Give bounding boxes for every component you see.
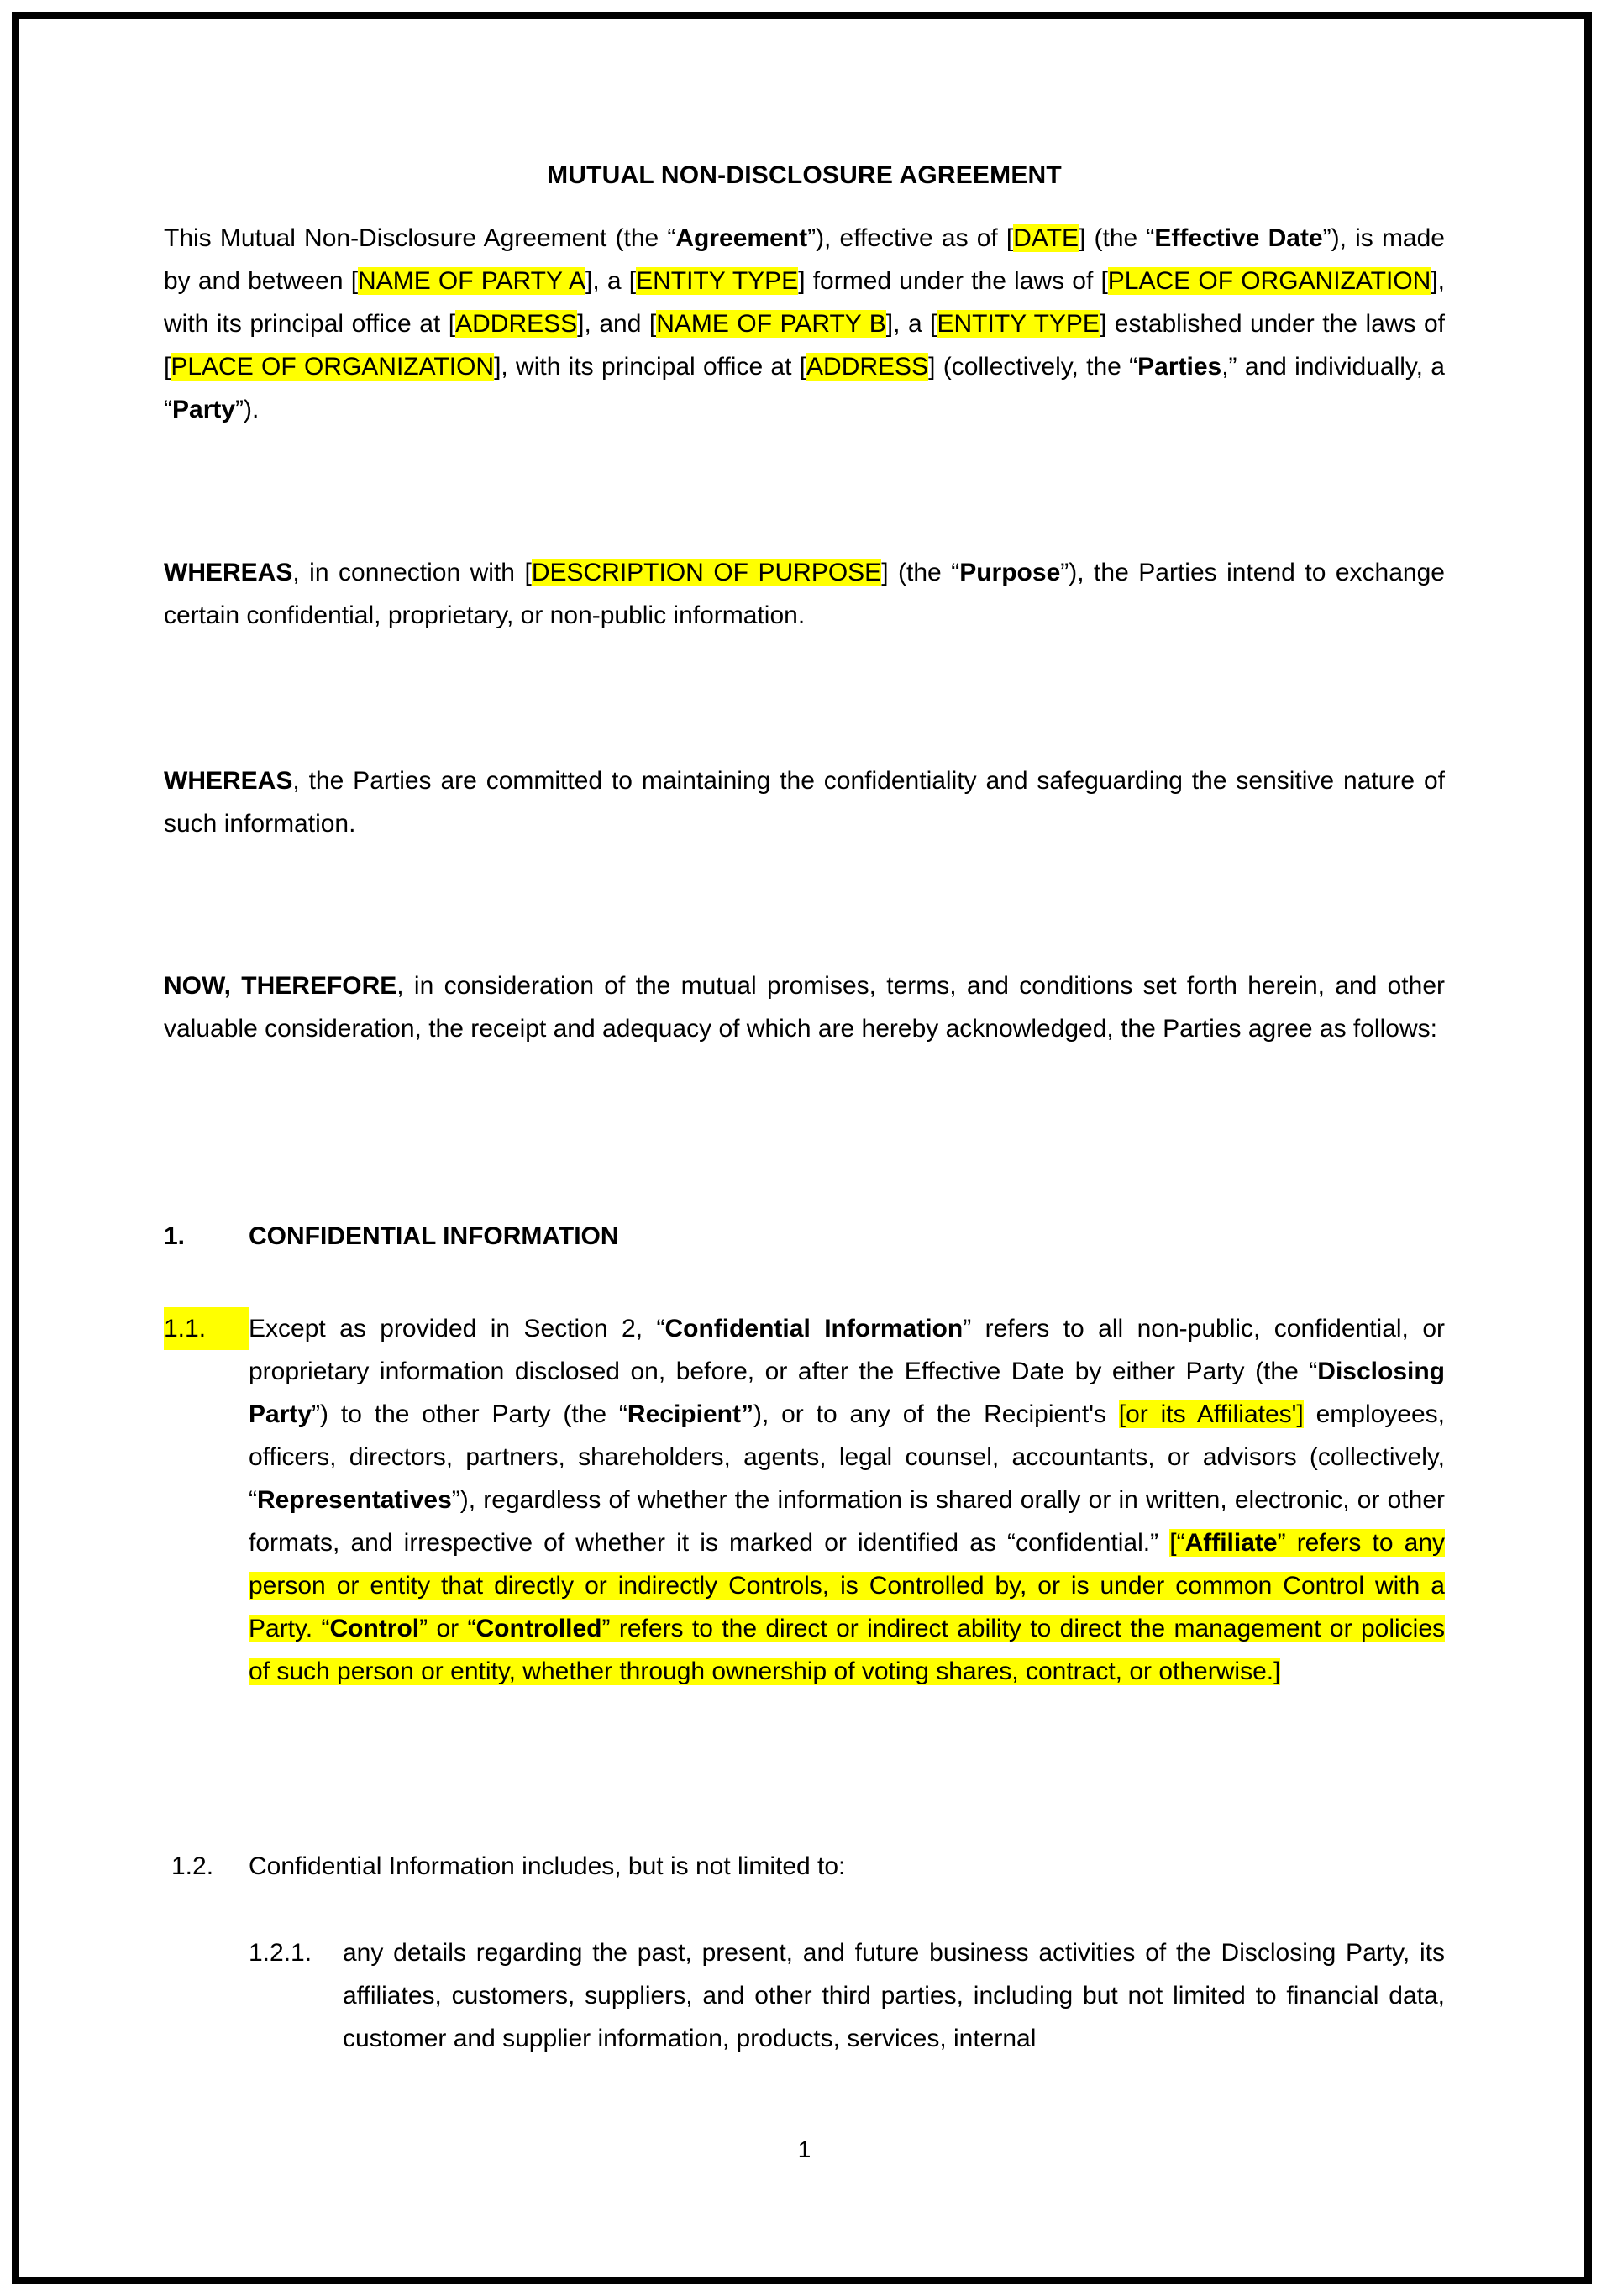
clause-1-1-t6: ”), regardless of whether the information is shared orally or in written, electronic, or other formats, and irrespective of whether it is marked or identified as “confidential.” (249, 1486, 1445, 1557)
clause-1-1-t9: ” refers to the direct or indirect ability to direct the management or policies of such person or entity, whether through ownership of voting shares, contract, or otherwise.] (249, 1615, 1446, 1685)
clause-1-1-t2: ” refers to all non-public, confidential, or proprietary information disclosed on, before, or after the Effective Date by either Party (the “ (249, 1315, 1445, 1385)
preamble-text-9: ], a [ (885, 310, 937, 338)
clause-1-2 (171, 1845, 1445, 1888)
affiliate-defined-term: Affiliate (1184, 1529, 1278, 1557)
preamble-text-5: ], a [ (585, 267, 637, 295)
clause-1-2-number: 1.2. (171, 1852, 214, 1880)
preamble-text-2: ”), effective as of [ (807, 224, 1014, 252)
control-defined-term: Control (329, 1615, 420, 1642)
preamble-text-12: ] (collectively, the “ (928, 353, 1138, 381)
now-therefore-text-1: , in consideration of the mutual promises, terms, and conditions set forth herein, and other valuable consideration, the receipt and adequacy of which are hereby acknowledged, the Parties agree as follows: (164, 972, 1445, 1043)
preamble-text-3: ] (the “ (1079, 224, 1155, 252)
recital-whereas-purpose (164, 551, 1445, 637)
disclosing-party-defined-term: Disclosing Party (249, 1358, 1445, 1428)
recital-2-text-1: , the Parties are committed to maintaining the confidentiality and safeguarding the sensitive nature of such information. (164, 767, 1445, 838)
party-a-place-of-organization-placeholder: PLACE OF ORGANIZATION (1107, 267, 1431, 295)
clause-1-1-t5: employees, officers, directors, partners, shareholders, agents, legal counsel, accountants, or advisors (collectively, “ (249, 1400, 1445, 1514)
recital-1-text-1: , in connection with [ (292, 559, 532, 586)
recital-1-text-3: ”), the Parties intend to exchange certain confidential, proprietary, or non-public information. (164, 559, 1445, 629)
parties-defined-term: Parties (1137, 353, 1222, 381)
affiliate-definition-bracket-open: [“ (1169, 1529, 1185, 1557)
clause-1-1-t4: ), or to any of the Recipient's (753, 1400, 1119, 1428)
clause-1-2-1-text: any details regarding the past, present, and future business activities of the Disclosing Party, its affiliates, customers, suppliers, and other third parties, including but not limited to financial data, customer and supplier information, products, services, internal (343, 1939, 1445, 2052)
preamble-text-11: ], with its principal office at [ (494, 353, 807, 381)
confidential-information-defined-term: Confidential Information (664, 1315, 964, 1342)
preamble-text-7: ], with its principal office at [ (164, 267, 1445, 338)
now-therefore-lead: NOW, THEREFORE (164, 972, 397, 1000)
date-placeholder: DATE (1013, 224, 1079, 252)
party-b-place-of-organization-placeholder: PLACE OF ORGANIZATION (171, 353, 495, 381)
clause-1-1-t3: ”) to the other Party (the “ (312, 1400, 627, 1428)
effective-date-defined-term: Effective Date (1154, 224, 1323, 252)
preamble-text-14: ”). (235, 396, 260, 423)
party-b-entity-type-placeholder: ENTITY TYPE (937, 310, 1100, 338)
preamble-text-1: This Mutual Non-Disclosure Agreement (the “ (164, 224, 676, 252)
clause-1-1-number: 1.1. (164, 1307, 249, 1350)
clause-1-1-t1: Except as provided in Section 2, “ (249, 1315, 665, 1342)
preamble-text-13: ,” and individually, a “ (164, 353, 1445, 423)
section-1-title: CONFIDENTIAL INFORMATION (249, 1222, 619, 1250)
party-a-entity-type-placeholder: ENTITY TYPE (636, 267, 799, 295)
section-1-number: 1. (164, 1222, 186, 1250)
page-content-area (164, 0, 1445, 2296)
preamble-text-6: ] formed under the laws of [ (798, 267, 1108, 295)
purpose-defined-term: Purpose (959, 559, 1061, 586)
recital-whereas-confidentiality (164, 759, 1445, 845)
preamble-text-10: ] established under the laws of [ (164, 310, 1446, 381)
recital-1-text-2: ] (the “ (881, 559, 960, 586)
party-a-name-placeholder: NAME OF PARTY A (358, 267, 585, 295)
clause-1-2-1-number: 1.2.1. (249, 1939, 312, 1967)
page-number-footer: 1 (797, 2136, 811, 2162)
party-a-address-placeholder: ADDRESS (455, 310, 578, 338)
preamble-paragraph (164, 217, 1445, 431)
clause-1-2-1 (249, 1931, 1445, 2060)
representatives-defined-term: Representatives (257, 1486, 452, 1514)
page-title: MUTUAL NON-DISCLOSURE AGREEMENT (547, 161, 1062, 189)
clause-1-1-t8: ” or “ (419, 1615, 476, 1642)
party-b-address-placeholder: ADDRESS (806, 353, 929, 381)
whereas-lead-1: WHEREAS (164, 559, 293, 586)
recipient-defined-term: Recipient” (627, 1400, 753, 1428)
purpose-description-placeholder: DESCRIPTION OF PURPOSE (531, 559, 882, 586)
whereas-lead-2: WHEREAS (164, 767, 293, 795)
clause-1-2-text: Confidential Information includes, but is not limited to: (249, 1852, 846, 1880)
agreement-defined-term: Agreement (675, 224, 808, 252)
now-therefore-paragraph (164, 964, 1445, 1050)
section-1-heading (164, 1222, 1445, 1251)
affiliates-optional-clause-placeholder: [or its Affiliates'] (1118, 1400, 1304, 1428)
clause-1-1-text (249, 1307, 1445, 1693)
preamble-text-4: ”), is made by and between [ (164, 224, 1445, 295)
clause-1-1 (164, 1307, 1445, 1693)
party-defined-term: Party (172, 396, 236, 423)
party-b-name-placeholder: NAME OF PARTY B (656, 310, 886, 338)
clause-1-1-t7: ” refers to any person or entity that directly or indirectly Controls, is Controlled by, or is under common Control with a Party. “ (249, 1529, 1446, 1642)
controlled-defined-term: Controlled (475, 1615, 602, 1642)
preamble-text-8: ], and [ (577, 310, 657, 338)
